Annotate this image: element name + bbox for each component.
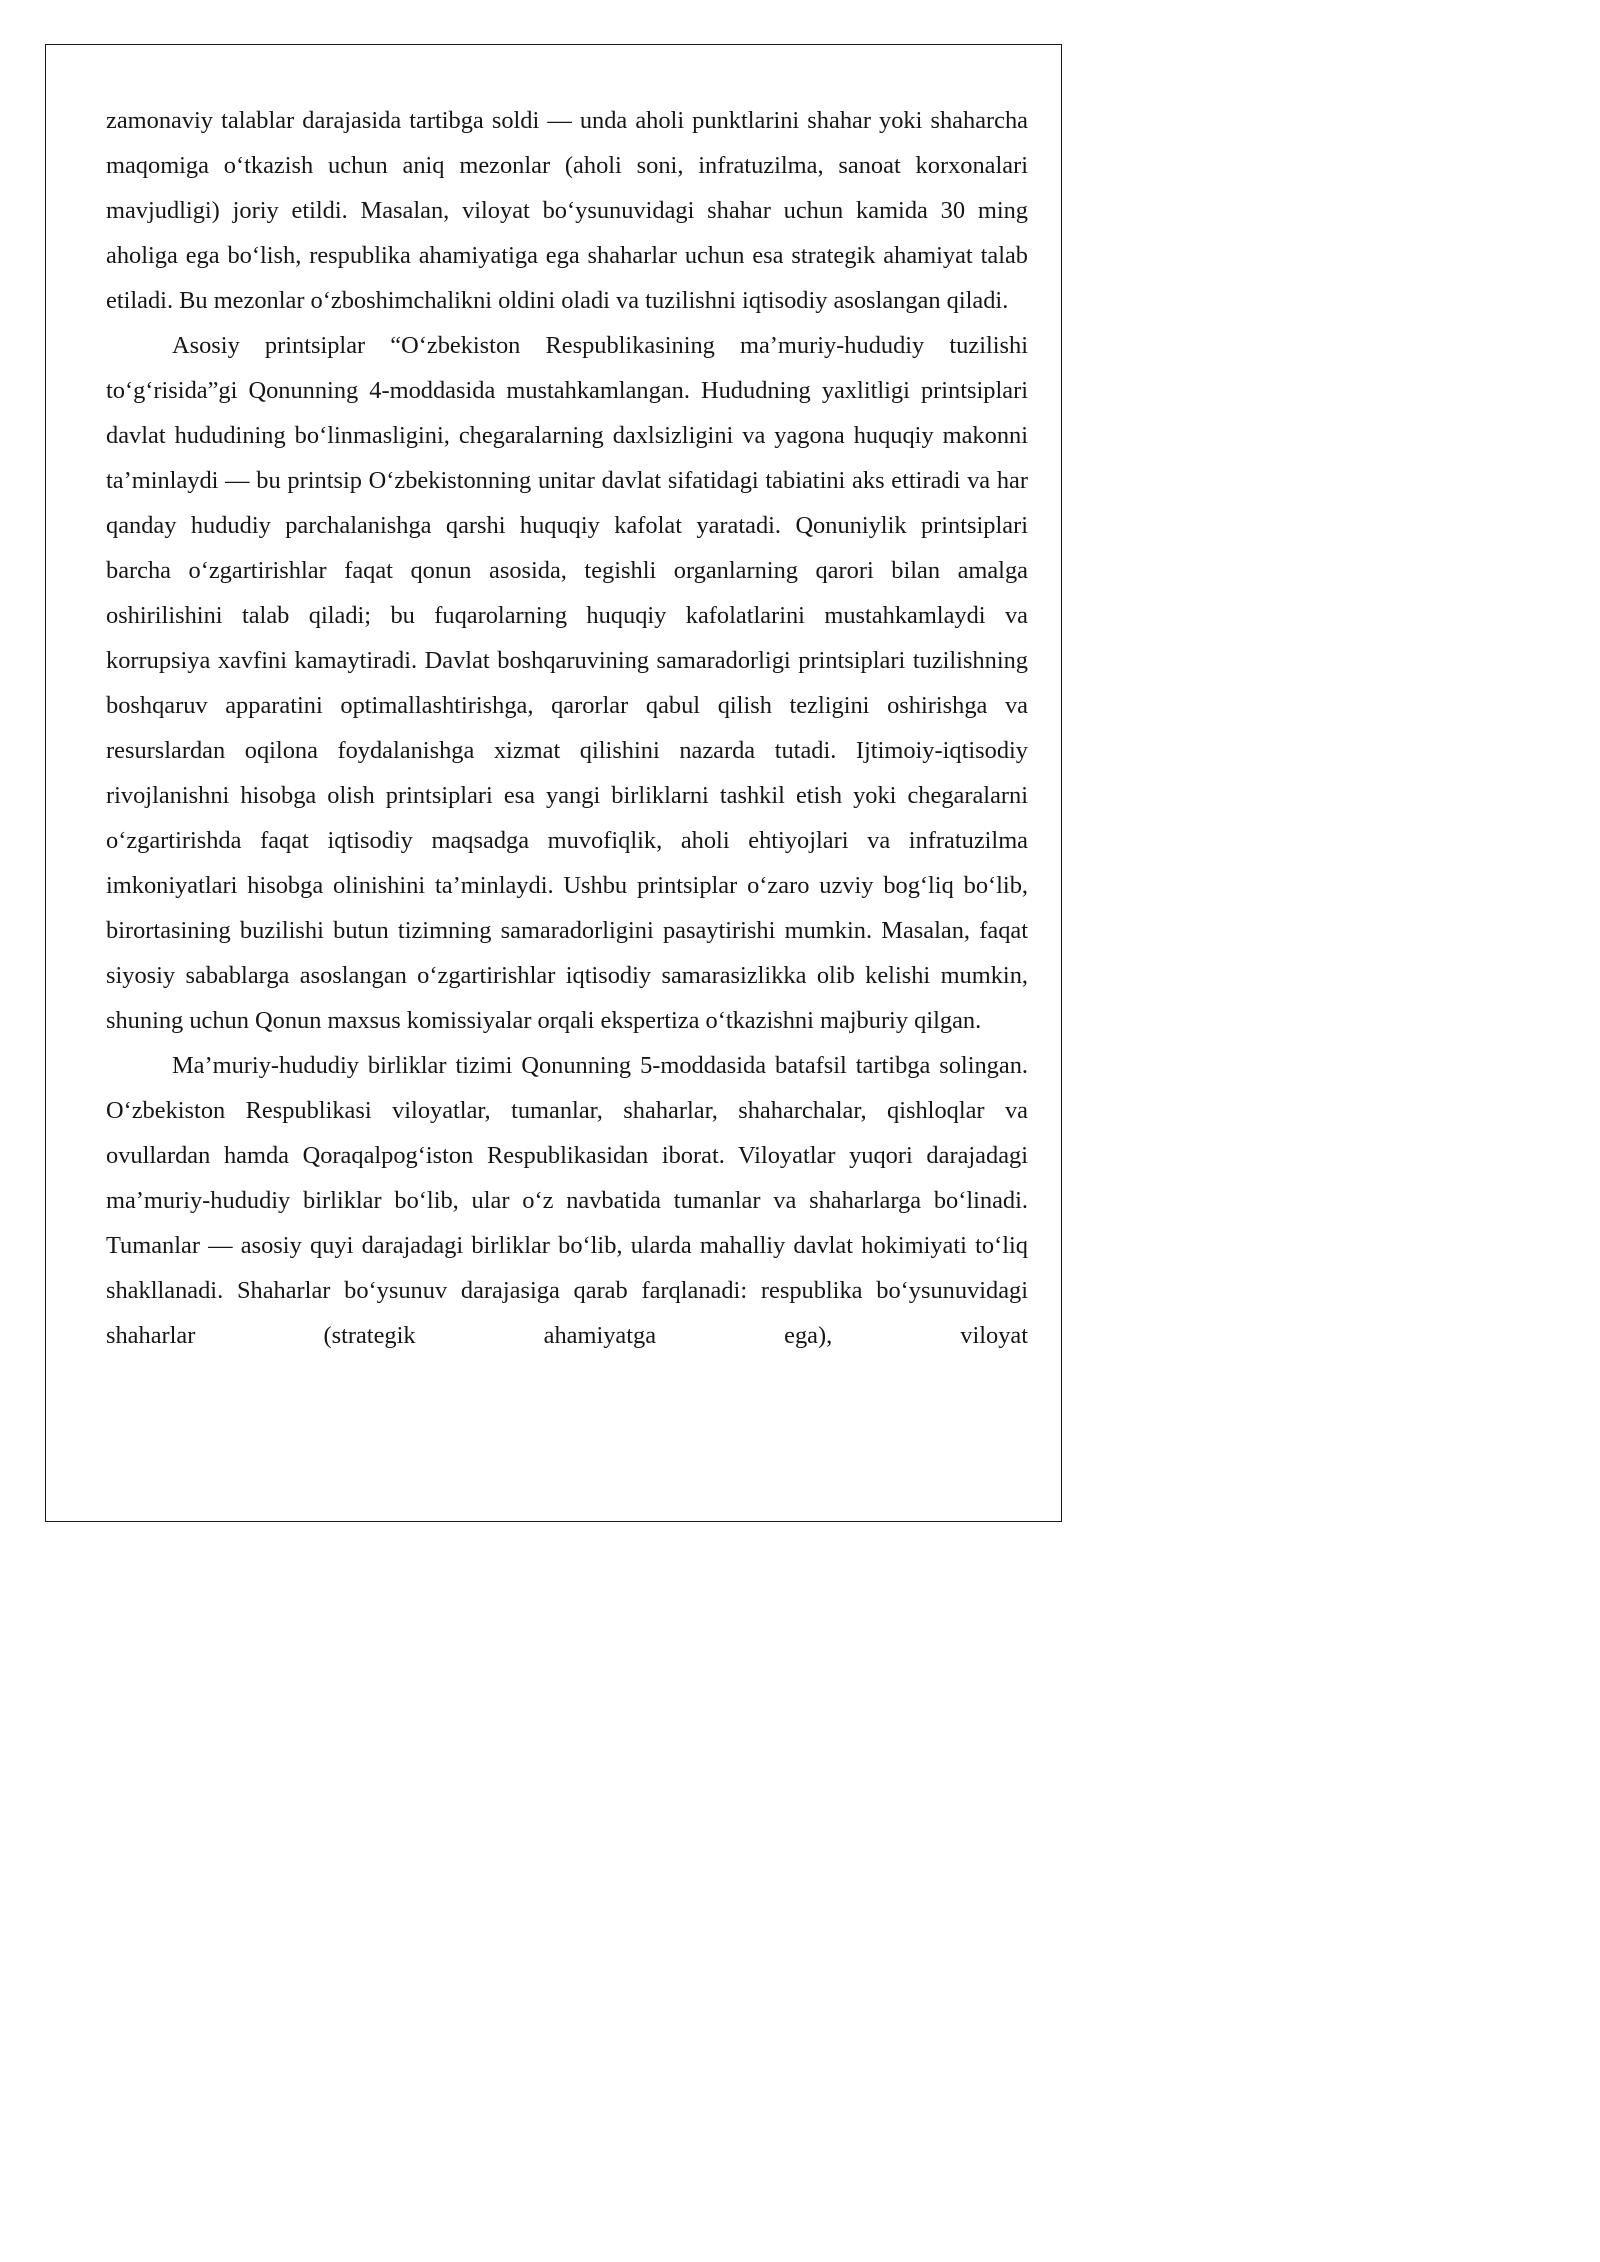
paragraph-administrative-units: Ma’muriy-hududiy birliklar tizimi Qonunning 5-moddasida batafsil tartibga solingan. O‘zbekiston Respublikasi viloyatlar, tumanlar, shaharlar, shaharchalar, qishloqlar va ovullardan hamda Qoraqalpog‘iston Respublikasidan iborat. Viloyatlar yuqori darajadagi ma’muriy-hududiy birliklar bo‘lib, ular o‘z navbatida tumanlar va shaharlarga bo‘linadi. Tumanlar — asosiy quyi darajadagi birliklar bo‘lib, ularda mahalliy davlat hokimiyati to‘liq shakllanadi. Shaharlar bo‘ysunuv darajasiga qarab farqlanadi: respublika bo‘ysunuvidagi shaharlar (strategik ahamiyatga ega), viloyat <box>106 1052 1028 1349</box>
paragraph-continuation: zamonaviy talablar darajasida tartibga soldi — unda aholi punktlarini shahar yoki shaharcha maqomiga o‘tkazish uchun aniq mezonlar (aholi soni, infratuzilma, sanoat korxonalari mavjudligi) joriy etildi. Masalan, viloyat bo‘ysunuvidagi shahar uchun kamida 30 ming aholiga ega bo‘lish, respublika ahamiyatiga ega shaharlar uchun esa strategik ahamiyat talab etiladi. Bu mezonlar o‘zboshimchalikni oldini oladi va tuzilishni iqtisodiy asoslangan qiladi. <box>106 107 1028 314</box>
paragraph-principles: Asosiy printsiplar “O‘zbekiston Respublikasining ma’muriy-hududiy tuzilishi to‘g‘risida”gi Qonunning 4-moddasida mustahkamlangan. Hududning yaxlitligi printsiplari davlat hududining bo‘linmasligini, chegaralarning daxlsizligini va yagona huquqiy makonni ta’minlaydi — bu printsip O‘zbekistonning unitar davlat sifatidagi tabiatini aks ettiradi va har qanday hududiy parchalanishga qarshi huquqiy kafolat yaratadi. Qonuniylik printsiplari barcha o‘zgartirishlar faqat qonun asosida, tegishli organlarning qarori bilan amalga oshirilishini talab qiladi; bu fuqarolarning huquqiy kafolatlarini mustahkamlaydi va korrupsiya xavfini kamaytiradi. Davlat boshqaruvining samaradorligi printsiplari tuzilishning boshqaruv apparatini optimallashtirishga, qarorlar qabul qilish tezligini oshirishga va resurslardan oqilona foydalanishga xizmat qilishini nazarda tutadi. Ijtimoiy-iqtisodiy rivojlanishni hisobga olish printsiplari esa yangi birliklarni tashkil etish yoki chegaralarni o‘zgartirishda faqat iqtisodiy maqsadga muvofiqlik, aholi ehtiyojlari va infratuzilma imkoniyatlari hisobga olinishini ta’minlaydi. Ushbu printsiplar o‘zaro uzviy bog‘liq bo‘lib, birortasining buzilishi butun tizimning samaradorligini pasaytirishi mumkin. Masalan, faqat siyosiy sabablarga asoslangan o‘zgartirishlar iqtisodiy samarasizlikka olib kelishi mumkin, shuning uchun Qonun maxsus komissiyalar orqali ekspertiza o‘tkazishni majburiy qilgan. <box>106 332 1028 1034</box>
document-body <box>106 98 1028 1358</box>
